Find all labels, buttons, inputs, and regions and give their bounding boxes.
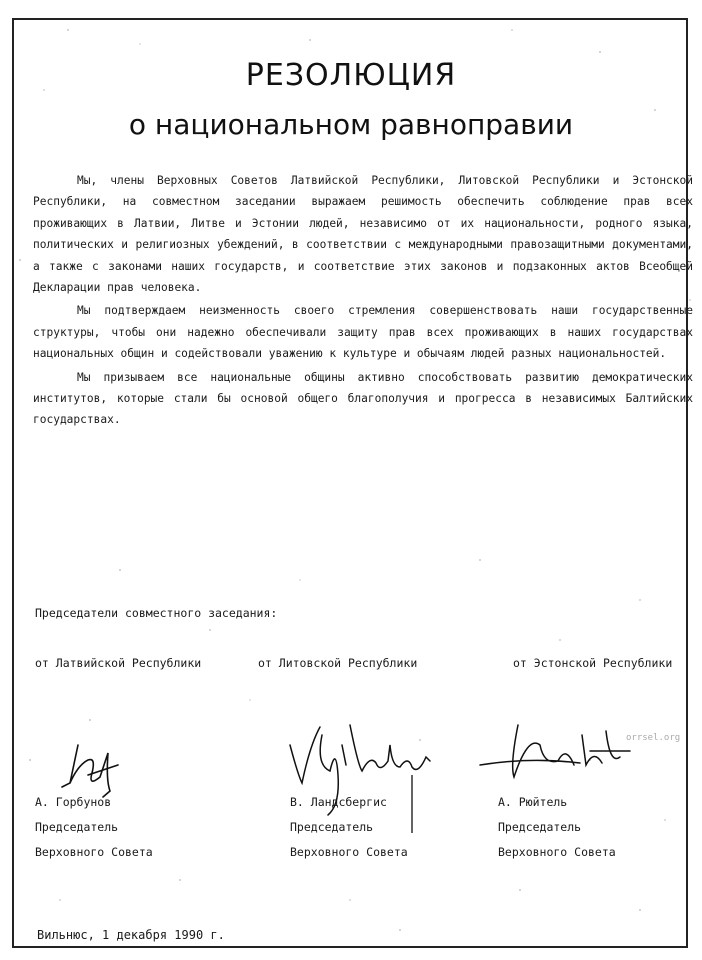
signatory-estonia: [498, 790, 616, 865]
signatory-latvia: [35, 790, 153, 865]
signatory-position: Председатель: [35, 820, 119, 834]
paragraph-2: Мы подтверждаем неизменность своего стремления совершенствовать наши государственные структуры, чтобы они надежно обеспечивали защиту прав всех проживающих в наших государствах национальных общин и содействовали уважению к культуре и обычаям людей разных национальностей.: [33, 304, 693, 361]
signatory-body: Верховного Совета: [498, 845, 616, 859]
watermark: orrsel.org: [626, 733, 681, 743]
signatory-lithuania: [290, 790, 408, 865]
place-date: Вильнюс, 1 декабря 1990 г.: [37, 928, 225, 942]
signatory-body: Верховного Совета: [290, 845, 408, 859]
resolution-body: [33, 170, 693, 433]
paragraph-3: Мы призываем все национальные общины активно способствовать развитию демократических институтов, которые стали бы основой общего благополучия и прогресса в независимых Балтийских государствах.: [33, 370, 693, 427]
signatory-position: Председатель: [498, 820, 582, 834]
from-latvia: от Латвийской Республики: [35, 656, 202, 670]
chairs-heading: Председатели совместного заседания:: [35, 606, 278, 620]
signatory-name: А. Горбунов: [35, 795, 112, 809]
paragraph-1: Мы, члены Верховных Советов Латвийской Республики, Литовской Республики и Эстонской Республики, на совместном заседании выражаем решимость обеспечить соблюдение прав всех проживающих в Латвии, Литве и Эстонии людей, независимо от их национальности, родного языка, политических и религиозных убеждений, в соответствии с международными правозащитными документами, а также с законами наших государств, и соответствие этих законов и подзаконных актов Всеобщей Декларации прав человека.: [33, 174, 693, 295]
signatory-name: В. Ландсбергис: [290, 795, 387, 809]
signatory-name: А. Рюйтель: [498, 795, 568, 809]
document-subtitle: о национальном равноправии: [128, 108, 574, 141]
from-lithuania: от Литовской Республики: [258, 656, 418, 670]
document-title: РЕЗОЛЮЦИЯ: [245, 58, 457, 93]
signatory-body: Верховного Совета: [35, 845, 153, 859]
signatory-position: Председатель: [290, 820, 374, 834]
from-estonia: от Эстонской Республики: [513, 656, 673, 670]
